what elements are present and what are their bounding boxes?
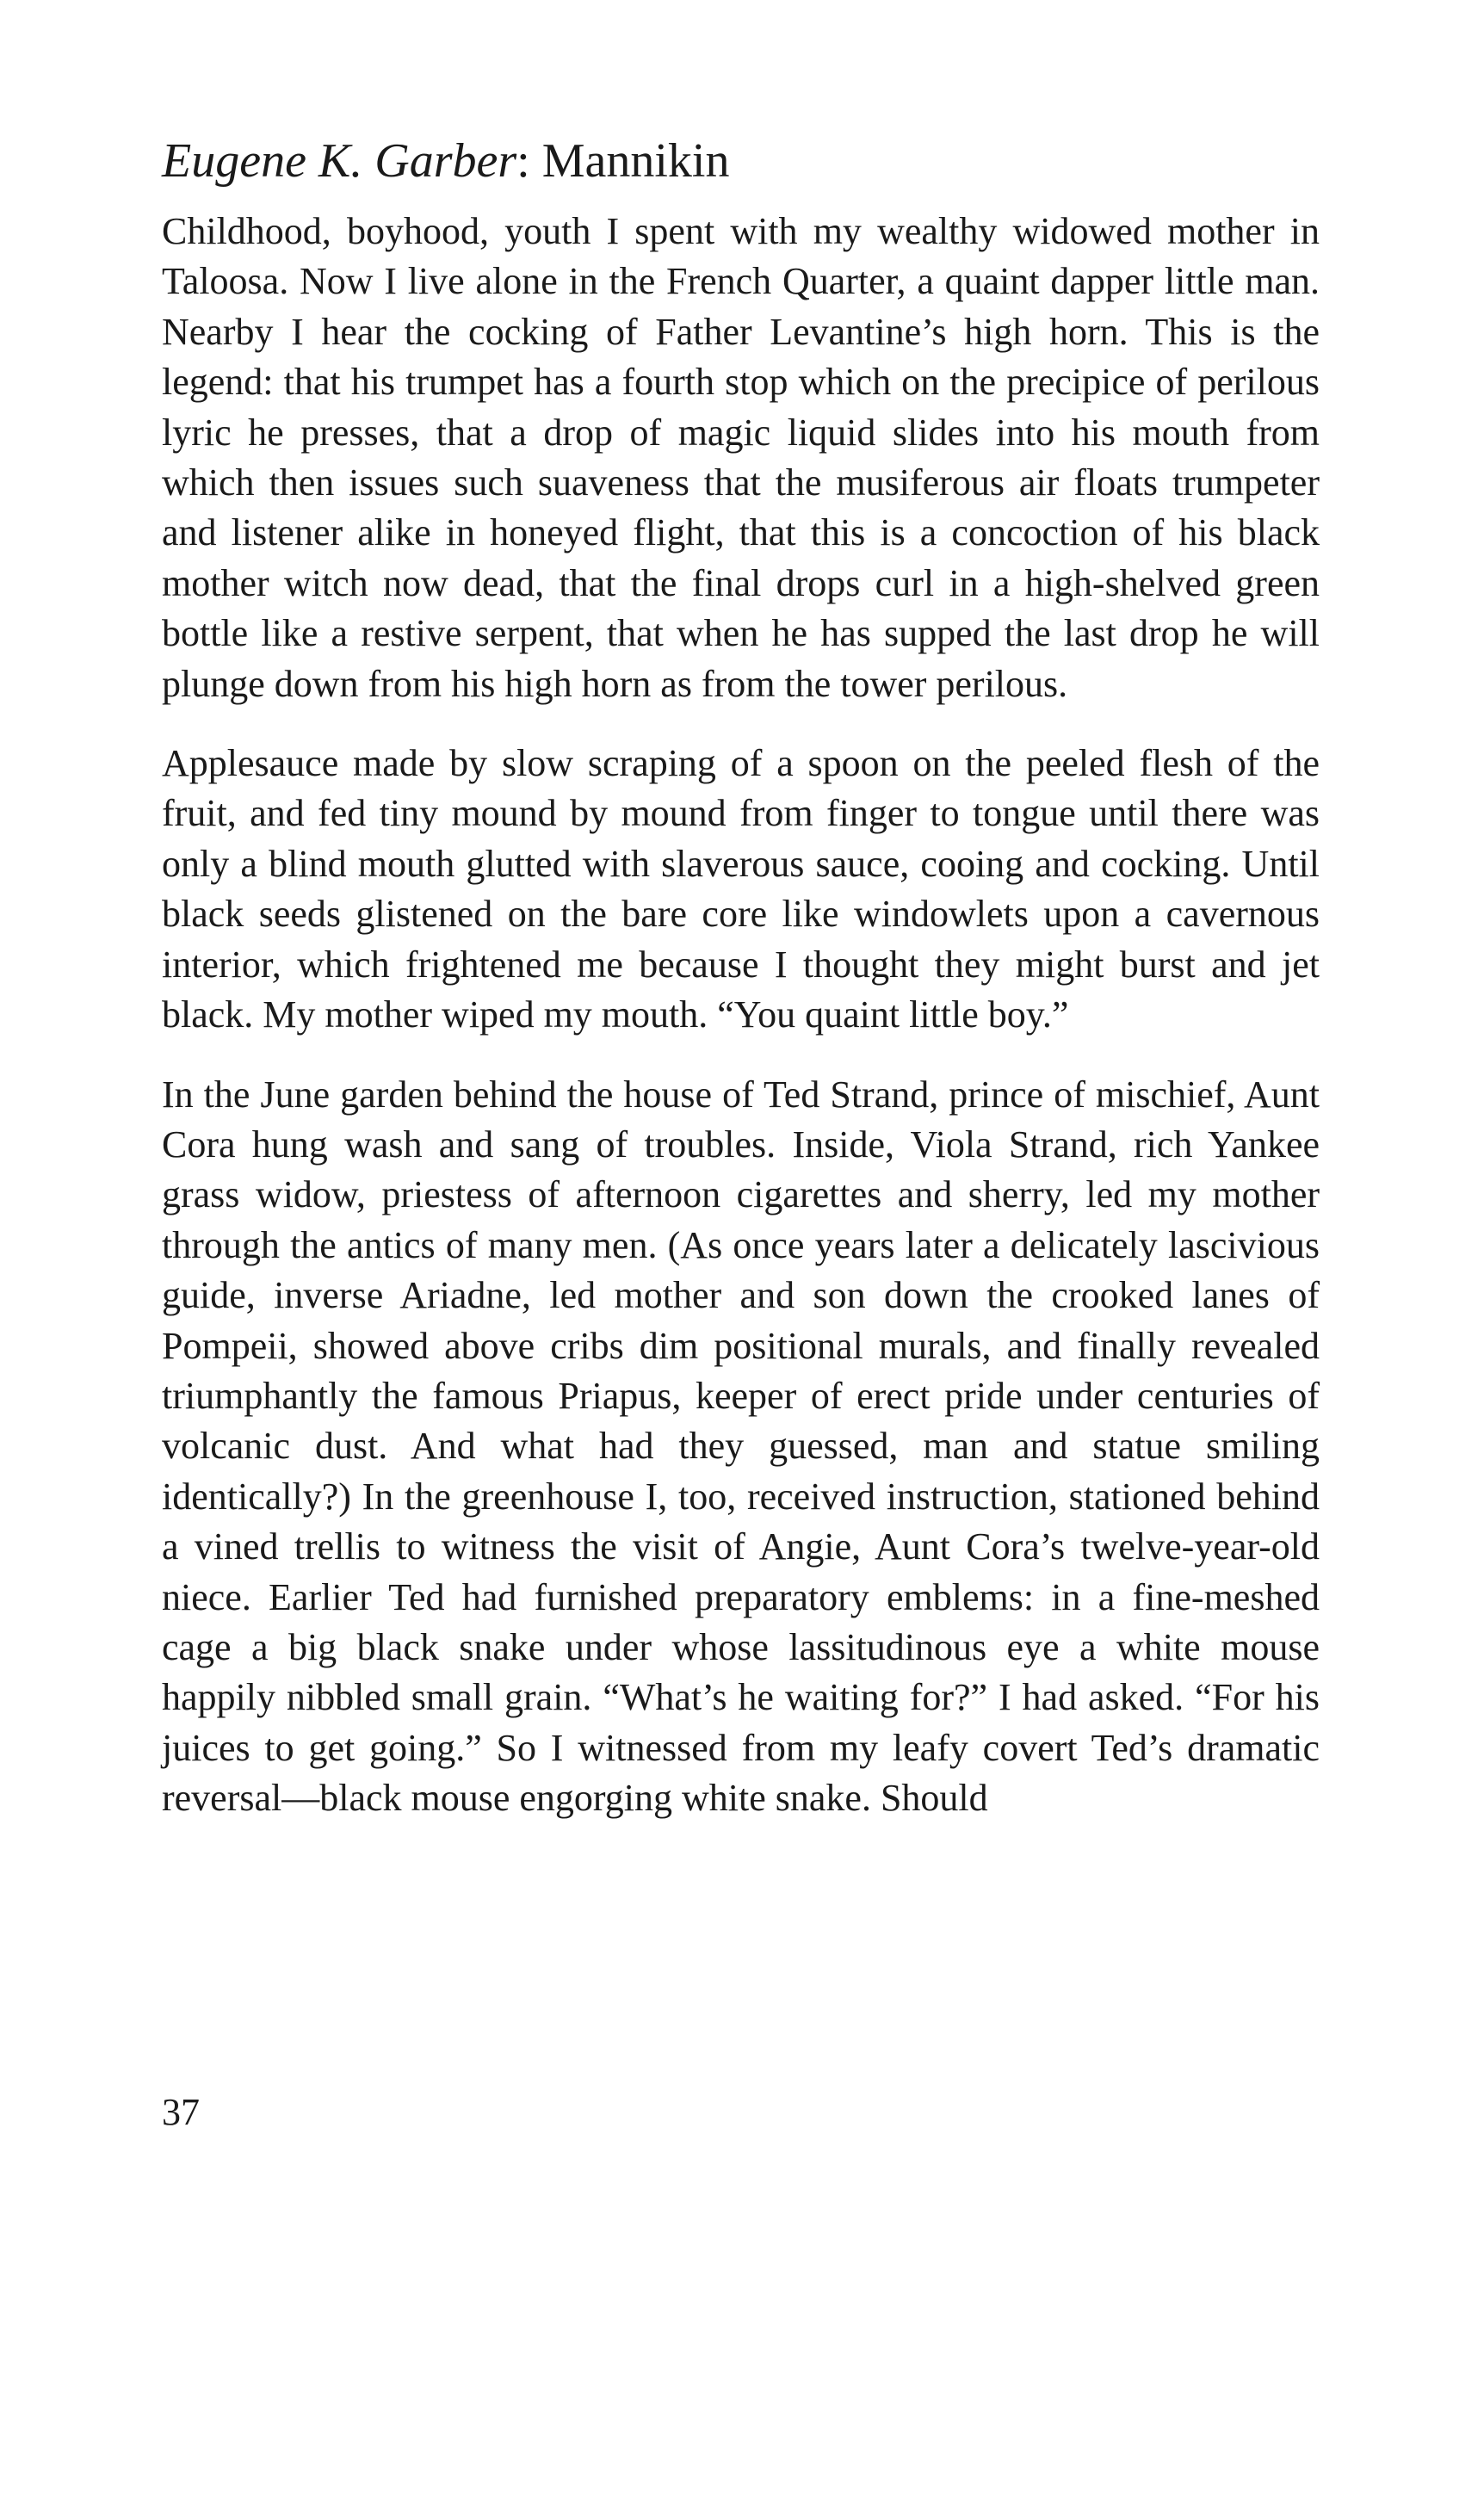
running-header [162,131,1333,191]
body-text [162,207,1320,1853]
page-number: 37 [162,2091,200,2133]
header-separator: : [516,134,542,188]
paragraph-1: Childhood, boyhood, youth I spent with my wealthy widowed mother in Taloosa. Now I live alone in the French Quarter, a quaint dapper little man. Nearby I hear the cocking of Father Levantine’s high horn. This is the legend: that his trumpet has a fourth stop which on the precipice of perilous lyric he presses, that a drop of magic liquid slides into his mouth from which then issues such suaveness that the musiferous air floats trumpeter and listener alike in honeyed flight, that this is a concoction of his black mother witch now dead, that the final drops curl in a high-shelved green bottle like a restive serpent, that when he has supped the last drop he will plunge down from his high horn as from the tower perilous. [162,210,1320,705]
paragraph-3: In the June garden behind the house of Ted Strand, prince of mischief, Aunt Cora hung wash and sang of troubles. Inside, Viola Strand, rich Yankee grass widow, priestess of afternoon cigarettes and sherry, led my mother through the antics of many men. (As once years later a delicately lascivious guide, inverse Ariadne, led mother and son down the crooked lanes of Pompeii, showed above cribs dim positional murals, and finally revealed triumphantly the famous Priapus, keeper of erect pride under centuries of volcanic dust. And what had they guessed, man and statue smiling identically?) In the greenhouse I, too, received instruction, stationed behind a vined trellis to witness the visit of Angie, Aunt Cora’s twelve-year-old niece. Earlier Ted had furnished preparatory emblems: in a fine-meshed cage a big black snake under whose lassitudinous eye a white mouse happily nibbled small grain. “What’s he waiting for?” I had asked. “For his juices to get going.” So I witnessed from my leafy covert Ted’s dramatic reversal—black mouse engorging white snake. Should [162,1073,1320,1820]
paragraph-2: Applesauce made by slow scraping of a spoon on the peeled flesh of the fruit, and fed tiny mound by mound from finger to tongue until there was only a blind mouth glutted with slaverous sauce, cooing and cocking. Until black seeds glistened on the bare core like windowlets upon a cavernous interior, which frightened me because I thought they might burst and jet black. My mother wiped my mouth. “You quaint little boy.” [162,742,1320,1036]
author-name: Eugene K. Garber [162,134,517,188]
story-title: Mannikin [541,134,730,188]
